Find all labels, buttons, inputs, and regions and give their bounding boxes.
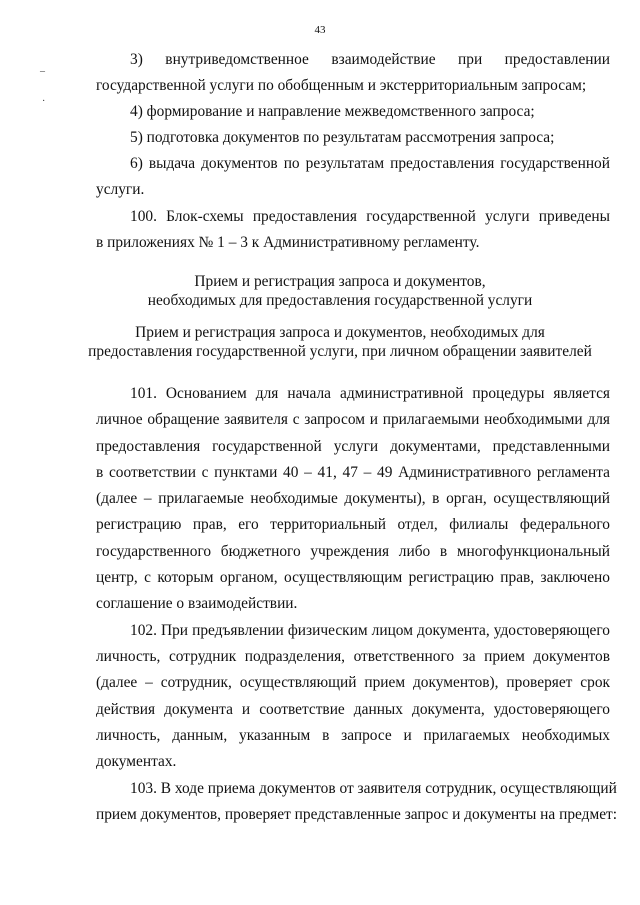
- paragraph-101-line-3: предоставления государственной услуги документами, представленными: [96, 438, 610, 455]
- paragraph-101-line-1: 101. Основанием для начала административной процедуры является: [130, 385, 610, 402]
- list-item-3-line-2: государственной услуги по обобщенным и экстерриториальным запросам;: [96, 77, 587, 94]
- paragraph-100-line-1: 100. Блок-схемы предоставления государственной услуги приведены: [130, 208, 610, 225]
- paragraph-100-line-2: в приложениях № 1 – 3 к Административному регламенту.: [96, 234, 480, 251]
- paragraph-102-line-6: документах.: [96, 753, 177, 770]
- paragraph-102-line-3: (далее – сотрудник, осуществляющий прием документов), проверяет срок: [96, 674, 610, 691]
- paragraph-101-line-7: государственного бюджетного учреждения либо в многофункциональный: [96, 543, 610, 560]
- paragraph-102-line-1: 102. При предъявлении физическим лицом документа, удостоверяющего: [130, 622, 610, 639]
- page-number: 43: [314, 24, 326, 36]
- list-item-6-line-1: 6) выдача документов по результатам предоставления государственной: [130, 155, 610, 172]
- paragraph-101-line-9: соглашение о взаимодействии.: [96, 595, 298, 612]
- list-item-5: 5) подготовка документов по результатам рассмотрения запроса;: [130, 129, 555, 146]
- section-heading-line-2: необходимых для предоставления государственной услуги: [147, 292, 533, 309]
- list-item-3-line-1: 3) внутриведомственное взаимодействие при предоставлении: [130, 51, 610, 68]
- paragraph-102-line-5: личность, данным, указанным в запросе и прилагаемых необходимых: [96, 727, 610, 744]
- subsection-heading-line-1: Прием и регистрация запроса и документов, необходимых для: [135, 324, 545, 341]
- paragraph-101-line-6: регистрацию прав, его территориальный отдел, филиалы федерального: [96, 516, 610, 533]
- paragraph-101-line-8: центр, с которым органом, осуществляющим регистрацию прав, заключено: [96, 569, 610, 586]
- paragraph-101-line-4: в соответствии с пунктами 40 – 41, 47 – 49 Административного регламента: [96, 464, 610, 481]
- paragraph-101-line-5: (далее – прилагаемые необходимые документы), в орган, осуществляющий: [96, 490, 610, 507]
- paragraph-101-line-2: личное обращение заявителя с запросом и прилагаемыми необходимыми для: [96, 411, 610, 428]
- paragraph-103-line-1: 103. В ходе приема документов от заявителя сотрудник, осуществляющий: [130, 780, 617, 797]
- list-item-6-line-2: услуги.: [96, 181, 145, 198]
- paragraph-102-line-2: личность, сотрудник подразделения, ответственного за прием документов: [96, 648, 610, 665]
- scan-mark: ·: [42, 96, 46, 107]
- paragraph-103-line-2: прием документов, проверяет представленные запрос и документы на предмет:: [96, 806, 618, 823]
- list-item-4: 4) формирование и направление межведомственного запроса;: [130, 103, 535, 120]
- subsection-heading-line-2: предоставления государственной услуги, при личном обращении заявителей: [88, 343, 592, 360]
- paragraph-102-line-4: действия документа и соответствие данных документа, удостоверяющего: [96, 701, 610, 718]
- scan-mark: –: [40, 66, 45, 77]
- section-heading-line-1: Прием и регистрация запроса и документов,: [194, 273, 486, 290]
